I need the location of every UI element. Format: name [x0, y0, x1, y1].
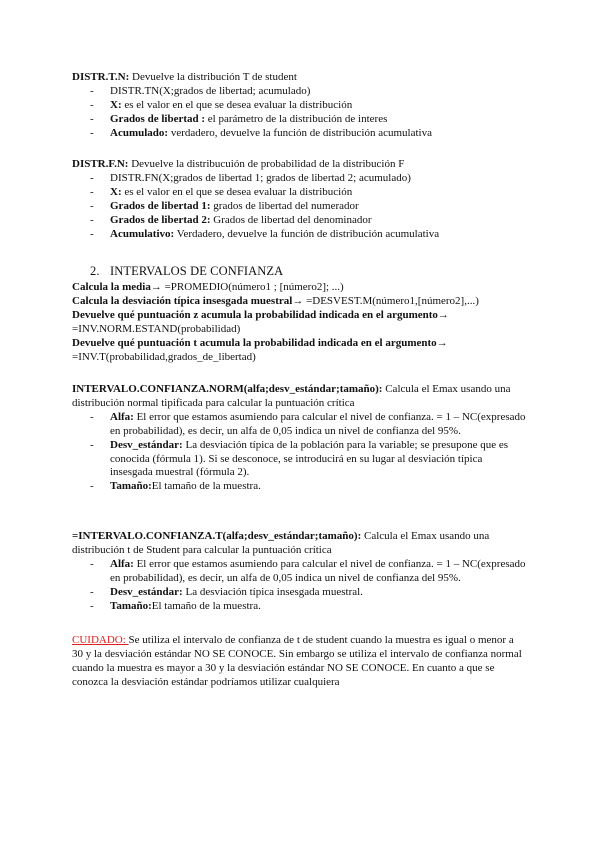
desv-formula: → =DESVEST.M(número1,[número2],...) [292, 294, 479, 307]
ic-norm-list [72, 411, 527, 494]
z-arrow: → [437, 308, 449, 321]
section-heading [72, 265, 527, 279]
tdist-desc: Devuelve la distribución T de student [129, 71, 297, 83]
media-label: Calcula la media [72, 281, 151, 293]
t-line [72, 337, 527, 351]
t-formula: =INV.T(probabilidad,grados_de_libertad) [72, 350, 256, 363]
ic-t-heading [72, 530, 527, 558]
ic-norm-section [72, 383, 527, 494]
list-item: - Grados de libertad 2: Grados de libertad del denominador [90, 213, 372, 226]
z-label: Devuelve qué puntuación z acumula la probabilidad indicada en el argumento [72, 308, 438, 321]
ic-norm-title: INTERVALO.CONFIANZA.NORM(alfa;desv_estándar;tamaño): [72, 383, 383, 395]
ic-norm-heading [72, 383, 527, 411]
ic-t-title: =INTERVALO.CONFIANZA.T(alfa;desv_estándar;tamaño): [72, 530, 362, 542]
t-arrow: → [436, 336, 448, 349]
desv-line [72, 295, 527, 309]
list-item: - Grados de libertad : el parámetro de la distribución de interes [90, 112, 388, 125]
fdist-title: DISTR.F.N: [72, 158, 129, 170]
caution-label: CUIDADO: [72, 634, 129, 646]
ic-norm-desc: Calcula el Emax usando una distribución normal tipificada para calcular la puntuación crítica [72, 383, 511, 409]
t-label: Devuelve qué puntuación t acumula la probabilidad indicada en el argumento [72, 336, 437, 349]
fdist-list [72, 172, 527, 242]
caution-note [72, 634, 527, 690]
list-item: - Alfa: El error que estamos asumiendo para calcular el nivel de confianza. = 1 – NC(expresado en probabilidad), es decir, un alfa de 0,05 indica un nivel de confianza del 95%. [90, 557, 526, 584]
list-item: - DISTR.FN(X;grados de libertad 1; grados de libertad 2; acumulado) [90, 171, 411, 184]
list-item: - Acumulado: verdadero, devuelve la función de distribución acumulativa [90, 126, 432, 139]
caution-text: Se utiliza el intervalo de confianza de t de student cuando la muestra es igual o menor a 30 y la desviación estándar NO SE CONOCE. Sin embargo se utiliza el intervalo de confianza normal cuando la muestra es mayor a 30 y la desviación estándar NO SE CONOCE. En cuanto a que se conozca la desviación estándar podríamos utilizar cualquiera [72, 634, 522, 688]
desv-label: Calcula la desviación típica insesgada muestral [72, 294, 293, 307]
tdist-title: DISTR.T.N: [72, 71, 130, 83]
list-item: - Desv_estándar: La desviación típica insesgada muestral. [90, 585, 363, 598]
fdist-section [72, 158, 527, 241]
tdist-heading [72, 71, 527, 85]
section-number: 2. [90, 264, 100, 278]
list-item: - Tamaño:El tamaño de la muestra. [90, 480, 261, 493]
ic-t-section [72, 530, 527, 613]
tdist-list [72, 85, 527, 141]
fdist-heading [72, 158, 527, 172]
list-item: - Grados de libertad 1: grados de libertad del numerador [90, 199, 359, 212]
z-formula: =INV.NORM.ESTAND(probabilidad) [72, 322, 241, 335]
media-formula: → =PROMEDIO(número1 ; [número2]; ...) [150, 281, 344, 293]
list-item: - Desv_estándar: La desviación típica de la población para la variable; se presupone que es conocida (fórmula 1). Si se desconoce, se introducirá en su lugar al desviación típica insesgada muestral (fórmula 2). [90, 438, 509, 479]
list-item: - Acumulativo: Verdadero, devuelve la función de distribución acumulativa [90, 227, 440, 240]
formulas-section [72, 281, 527, 364]
list-item: - Tamaño:El tamaño de la muestra. [90, 599, 261, 612]
fdist-desc: Devuelve la distribucuión de probabilidad de la distribución F [128, 158, 405, 170]
list-item: - Alfa: El error que estamos asumiendo para calcular el nivel de confianza. = 1 – NC(expresado en probabilidad), es decir, un alfa de 0,05 indica un nivel de confianza del 95%. [90, 410, 526, 437]
tdist-section [72, 71, 527, 141]
z-line [72, 309, 527, 323]
list-item: - X: es el valor en el que se desea evaluar la distribución [90, 98, 353, 111]
media-line [72, 281, 527, 295]
ic-t-desc: Calcula el Emax usando una distribución t de Student para calcular la puntuación crítica [72, 530, 490, 556]
list-item: - X: es el valor en el que se desea evaluar la distribución [90, 185, 353, 198]
ic-t-list [72, 558, 527, 614]
section-title: INTERVALOS DE CONFIANZA [110, 264, 284, 278]
list-item: - DISTR.TN(X;grados de libertad; acumulado) [90, 84, 311, 97]
